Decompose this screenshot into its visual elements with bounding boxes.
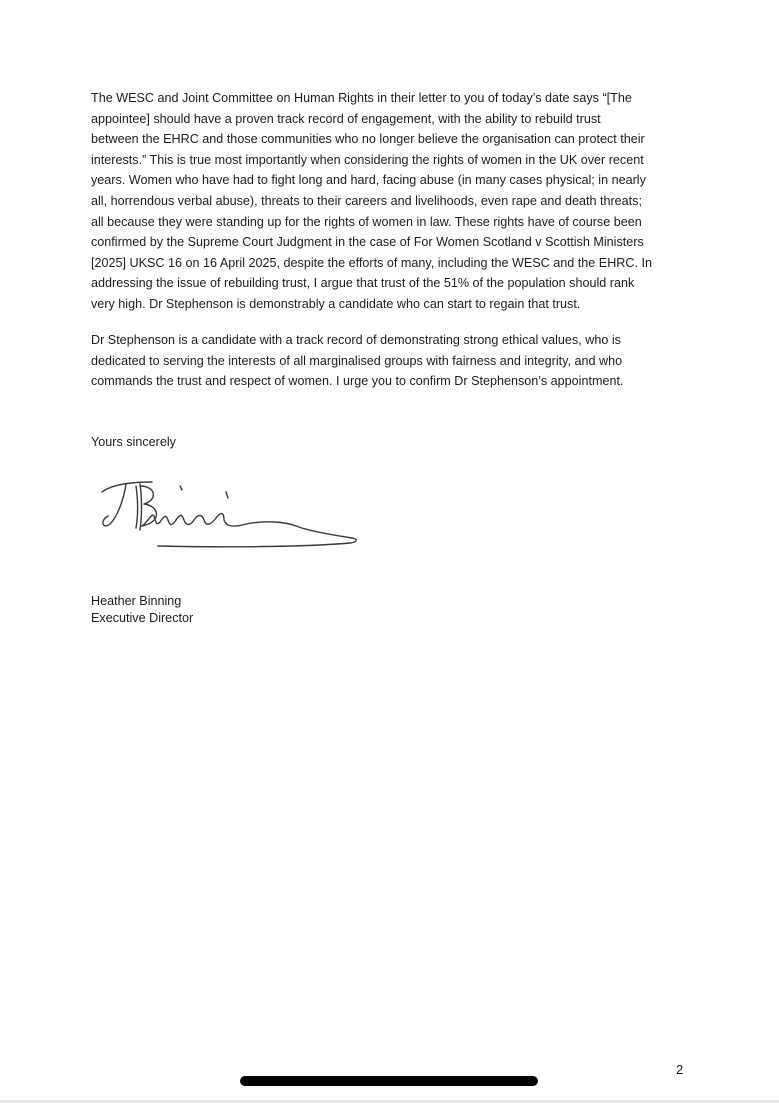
text-line: very high. Dr Stephenson is demonstrably a candidate who can start to regain that trust. xyxy=(91,296,581,311)
text-line: all because they were standing up for the rights of women in law. These rights have of course been xyxy=(91,214,642,229)
signatory-name: Heather Binning xyxy=(91,594,182,608)
text-line: The WESC and Joint Committee on Human Rights in their letter to you of today’s date says “[The xyxy=(91,91,632,105)
text-line: Dr Stephenson is a candidate with a track record of demonstrating strong ethical values, who is xyxy=(91,333,621,347)
text-line: appointee] should have a proven track record of engagement, with the ability to rebuild trust xyxy=(91,111,601,126)
body-paragraph-1 xyxy=(91,88,695,315)
signatory-block xyxy=(91,593,193,627)
text-line: dedicated to serving the interests of all marginalised groups with fairness and integrity, and who xyxy=(91,353,623,368)
signatory-title: Executive Director xyxy=(91,611,194,625)
text-line: between the EHRC and those communities who no longer believe the organisation can protect their xyxy=(91,132,645,147)
home-indicator-bar[interactable] xyxy=(240,1076,538,1086)
text-line: confirmed by the Supreme Court Judgment in the case of For Women Scotland v Scottish Ministers xyxy=(91,235,644,250)
text-line: years. Women who have had to fight long and hard, facing abuse (in many cases physical; in nearly xyxy=(91,173,646,188)
text-line: addressing the issue of rebuilding trust, I argue that trust of the 51% of the population should rank xyxy=(91,276,635,291)
handwritten-signature xyxy=(96,476,366,554)
text-line: [2025] UKSC 16 on 16 April 2025, despite the efforts of many, including the WESC and the EHRC. In xyxy=(91,255,652,270)
page-number: 2 xyxy=(676,1062,684,1077)
text-line: all, horrendous verbal abuse), threats to their careers and livelihoods, even rape and death threats; xyxy=(91,193,642,208)
closing-salutation: Yours sincerely xyxy=(91,435,176,449)
text-line: interests.” This is true most importantly when considering the rights of women in the UK over recent xyxy=(91,152,644,167)
body-paragraph-2 xyxy=(91,330,695,392)
text-line: commands the trust and respect of women. I urge you to confirm Dr Stephenson’s appointment. xyxy=(91,374,624,389)
